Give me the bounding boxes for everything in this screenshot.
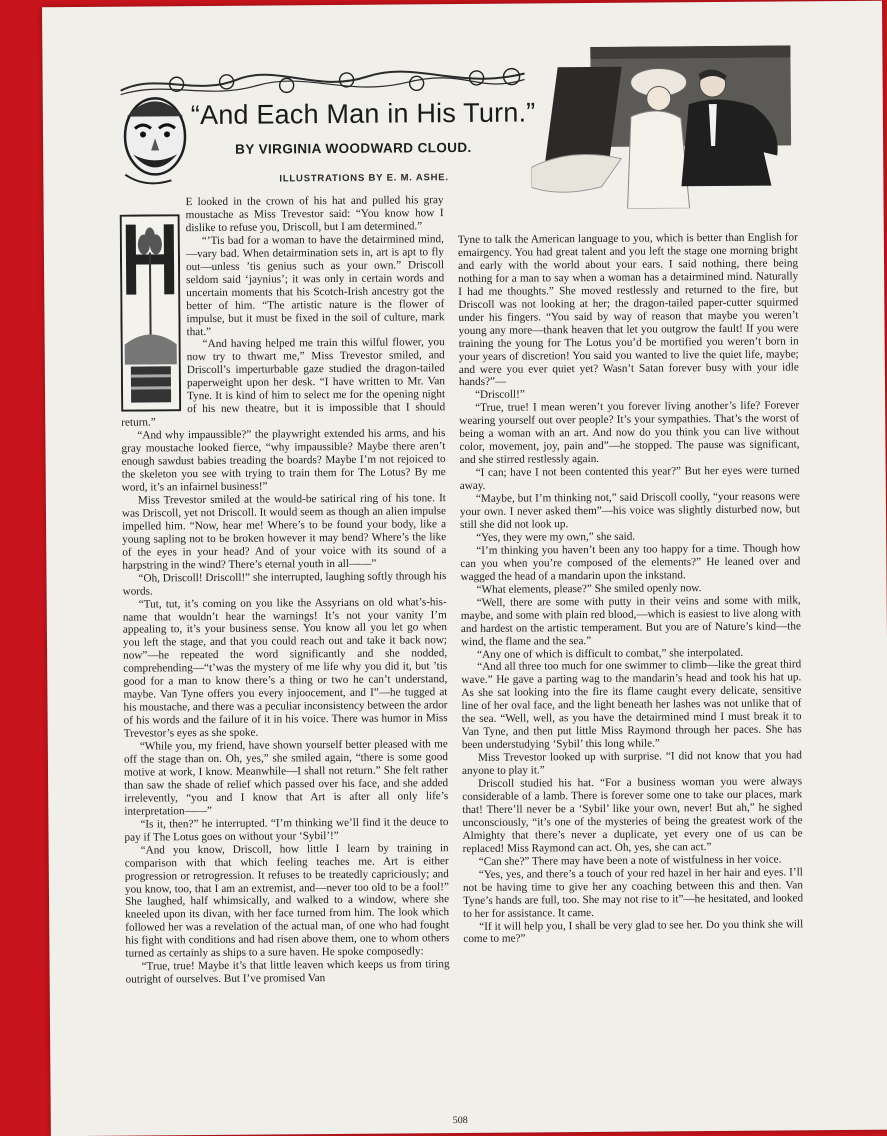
article-title: “And Each Man in His Turn.”: [190, 97, 536, 131]
right-column: [458, 231, 805, 1112]
paragraph: Miss Trevestor smiled at the would-be satirical ring of his tone. It was Driscoll, yet not Driscoll. It would seem as though an alien impulse impelled him. “Now, hear me! Where’s to be found your body, like a young sapling not to be broken however it may bend? Where’s the like of the eyes in your head? And of your voice with its sound of a harpstring in the wind? There’s eternal youth in all——”: [121, 492, 447, 572]
paragraph: “Can she?” There may have been a note of wistfulness in her voice.: [478, 853, 782, 868]
comedy-mask-icon: [115, 88, 196, 189]
paragraph: E looked in the crown of his hat and pulled his gray moustache as Miss Trevestor said: “You know how I dislike to refuse you, Driscoll, but I am determined.”: [185, 194, 444, 235]
byline: BY VIRGINIA WOODWARD CLOUD.: [235, 139, 472, 157]
paragraph: “I’m thinking you haven’t been any too happy for a time. Though how can you when you’re composed of the elements?” He leaned over and wagged the head of a mandarin upon the inkstand.: [460, 542, 801, 583]
paragraph: “And all three too much for one swimmer to climb—like the great third wave.” He gave a parting wag to the mandarin’s head and took his hat up. As she sat looking into the fire its flame caught every delicate, sensitive line of her oval face, and the light beneath her lashes was not unlike that of the sea. “Well, well, as you have the detairmined mind I must break it to Van Tyne, and then put little Miss Raymond through her paces. She has been understudying ‘Sybil’ this long while.”: [461, 658, 802, 752]
drop-cap-space: [120, 196, 188, 415]
paragraph: “Oh, Driscoll! Driscoll!” she interrupted, laughing softly through his words.: [122, 569, 447, 598]
paragraph: “Well, there are some with putty in their veins and some with milk, maybe, and some with plain red blood,—which is easiest to live along with and hardest on the artistic temperament. But you are of Nature’s kind—the wind, the flame and the sea.”: [460, 594, 801, 648]
paragraph: “And having helped me train this wilful flower, you now try to thwart me,” Miss Trevestor smiled, and Driscoll’s imperturbable gaze studied the dragon-tailed paperweight upon her desk. “I have written to Mr. Van Tyne. It is kind of him to select me for the opening night of his new theatre, but it is impossible that I should return.”: [121, 336, 446, 429]
paragraph: Driscoll studied his hat. “For a business woman you were always considerable of a lamb. There is forever some one to take our places, mark that! There’ll never be a ‘Sybil’ like your own, never! But ah,” he sighed unconsciously, “it’s one of the mysteries of being the greatest work of the Almighty that there’s never a duplicate, yet every one of us can be replaced! Miss Raymond can act. Oh, yes, she can act.”: [462, 775, 803, 855]
paragraph: Miss Trevestor looked up with surprise. “I did not know that you had anyone to play it.”: [461, 749, 802, 778]
paragraph: “While you, my friend, have shown yourself better pleased with me off the stage than on. Oh, yes,” she smiled again, “there is some good motive at work, I know. Meanwhile—I shall not return.” She felt rather than saw the shade of relief which passed over his face, and she added irrelevently, “you and I know that Art is after all only life’s interpretation——”: [123, 738, 449, 818]
paragraph: “True, true! Maybe it’s that little leaven which keeps us from tiring outright of ourselves. But I’ve promised Van: [125, 958, 450, 986]
paragraph: “Maybe, but I’m thinking not,” said Driscoll coolly, “your reasons were your own. I never asked them”—his voice was slightly disturbed now, but still she did not look up.: [459, 490, 801, 531]
left-column: [120, 194, 451, 1105]
magazine-page: [42, 1, 887, 1136]
paragraph: “And why impaussible?” the playwright extended his arms, and his gray moustache looked fierce, “why impaussible? Maybe there aren’t enough sawdust babies treading the boards? Maybe I’m not rejoiced to the skeleton you see with trying to train them for The Lotus? By me word, it’s an infairnel business!”: [121, 427, 446, 494]
paragraph: “Tut, tut, it’s coming on you like the Assyrians on old what’s-his-name that wouldn’t hear the warnings! It’s not your vanity I’m appealing to, it’s your business sense. You know all you let go when you left the stage, and that you could reach out and take it back now; now”—he repeated the word significantly and she nodded, comprehending—“t’was the mystery of me life why you did it, but ’tis good for a man to know there’s a thing or two he can’t understand, maybe. Van Tyne offers you every injoocement, and I”—he tugged at his moustache, and there was a peculiar inconsistency between the ardor of his words and the failure of it in his voice. There was humor in Miss Trevestor’s eyes as she spoke.: [122, 595, 448, 740]
paragraph: “Any one of which is difficult to combat,” she interpolated.: [477, 646, 744, 661]
paragraph: “If it will help you, I shall be very glad to see her. Do you think she will come to me?”: [463, 917, 804, 946]
couple-illustration: [530, 45, 793, 209]
paragraph: “Is it, then?” he interrupted. “I’m thinking we’ll find it the deuce to pay if The Lotus goes on without your ‘Sybil’!”: [124, 815, 449, 844]
illustrations-credit: ILLUSTRATIONS BY E. M. ASHE.: [279, 172, 449, 185]
paragraph: “I can; have I not been contented this year?” But her eyes were turned away.: [459, 464, 800, 493]
paragraph: “What elements, please?” She smiled openly now.: [476, 581, 702, 596]
paragraph: “Yes, they were my own,” she said.: [476, 530, 636, 544]
paragraph: “True, true! I mean weren’t you forever living another’s life? Forever wearing yourself out over people? It’s your sympathies. That’s the worst of being a woman with an art. And now do you think you can live without color, movement, joy, pain and”—he stopped. The pause was significant, and she stirred restlessly again.: [459, 399, 800, 467]
page-number: 508: [452, 1114, 468, 1127]
paragraph: “Driscoll!”: [475, 388, 525, 402]
paragraph: “’Tis bad for a woman to have the detairmined mind,—vary bad. When detairmination sets in, art is apt to fly out—unless ’tis genius such as your own.” Driscoll seldom said ‘jaynius’; it was only in certain words and uncertain moments that his Scotch-Irish ancestry got the better of him. “The artistic nature is the flower of impulse, but it must be fixed in the soil of culture, mark that.”: [185, 233, 445, 338]
paragraph: Tyne to talk the American language to you, which is better than English for emairgency. You had great talent and you left the stage one morning bright and early with the world about your ears. I said nothing, there being nothing for a man to say when a woman has a detairmined mind. Naturally I had me thoughts.” She moved restlessly and returned to the fire, but Driscoll was not looking at her; the dragon-tailed paper-cutter squirmed under his fingers. “You said by way of reason that maybe you weren’t young any more—thank heaven that let you outgrow the fault! If you were training the young for The Lotus you’d be mortified you weren’t born in your years of discretion! You said you wanted to live the quiet life, maybe; and were you ever quiet yet? Wasn’t Satan forever busy with your idle hands?”—: [457, 231, 799, 389]
paragraph: “Yes, yes, and there’s a touch of your red hazel in her hair and eyes. I’ll not be having time to give her any coaching between this and then. Van Tyne’s hands are full, too. She may not rise to it”—he hesitated, and looked to her for assistance. It came.: [462, 866, 804, 920]
paragraph: “And you know, Driscoll, how little I learn by training in comparison with that which feeling teaches me. Art is either progression or retrogression. It refuses to be treatedly capriciously; and you know, too, that I am an extremist, and—never too old to be a fool!” She laughed, half whimsically, and walked to a window, where she kneeled upon its divan, with her face turned from him. The look which followed her was a revelation of the actual man, of one who had fought his fight with conditions and had risen above them, one to whom others turned as certainly as ships to a sure haven. He spoke composedly:: [124, 841, 450, 960]
